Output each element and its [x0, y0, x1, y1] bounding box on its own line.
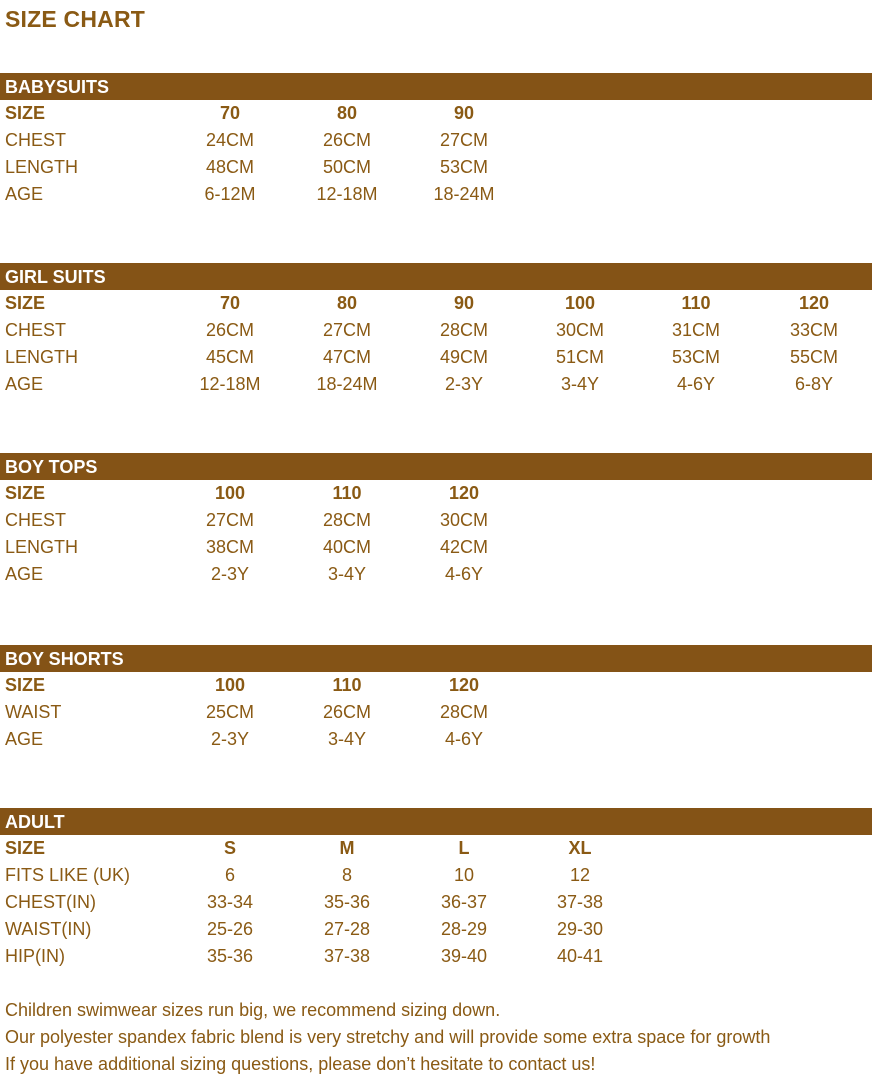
row-label: SIZE [5, 103, 46, 123]
cell-value: 26CM [205, 320, 254, 340]
cell-value: 3-4Y [327, 729, 367, 749]
cell-value: 42CM [439, 537, 488, 557]
cell-value: 39-40 [440, 946, 488, 966]
cell-value: 26CM [322, 702, 371, 722]
size-value: 110 [332, 675, 362, 695]
table-row [0, 726, 872, 753]
row-label: CHEST [5, 320, 67, 340]
row-label: CHEST(IN) [5, 892, 96, 912]
cell-value: 36-37 [440, 892, 488, 912]
size-value: 120 [448, 675, 480, 695]
cell-value: 35-36 [323, 892, 371, 912]
cell-value: 6-8Y [794, 374, 834, 394]
size-header-row [0, 835, 872, 862]
cell-value: 2-3Y [444, 374, 484, 394]
row-label: WAIST [5, 702, 62, 722]
row-label: FITS LIKE (UK) [5, 865, 131, 885]
section-adult [0, 808, 872, 970]
cell-value: 28CM [322, 510, 371, 530]
cell-value: 12 [569, 865, 591, 885]
cell-value: 27-28 [323, 919, 371, 939]
size-value: M [339, 838, 355, 858]
row-label: SIZE [5, 675, 46, 695]
size-value: 120 [448, 483, 480, 503]
size-value: 80 [336, 293, 358, 313]
cell-value: 2-3Y [210, 729, 250, 749]
table-row [0, 127, 872, 154]
row-label: AGE [5, 374, 44, 394]
cell-value: 37-38 [556, 892, 604, 912]
cell-value: 26CM [322, 130, 371, 150]
cell-value: 29-30 [556, 919, 604, 939]
section-header: BOY SHORTS [0, 645, 872, 672]
size-value: 110 [332, 483, 362, 503]
cell-value: 3-4Y [327, 564, 367, 584]
cell-value: 30CM [555, 320, 604, 340]
cell-value: 48CM [205, 157, 254, 177]
cell-value: 38CM [205, 537, 254, 557]
section-header: BABYSUITS [0, 73, 872, 100]
size-value: XL [568, 838, 592, 858]
row-label: AGE [5, 729, 44, 749]
cell-value: 25CM [205, 702, 254, 722]
cell-value: 27CM [205, 510, 254, 530]
cell-value: 12-18M [199, 374, 261, 394]
section-girl-suits [0, 263, 872, 398]
cell-value: 24CM [205, 130, 254, 150]
size-value: 90 [453, 293, 475, 313]
section-header: ADULT [0, 808, 872, 835]
table-row [0, 943, 872, 970]
cell-value: 40-41 [556, 946, 604, 966]
table-row [0, 344, 872, 371]
cell-value: 12-18M [316, 184, 378, 204]
size-value: 80 [336, 103, 358, 123]
row-label: SIZE [5, 838, 46, 858]
cell-value: 31CM [671, 320, 720, 340]
row-label: CHEST [5, 130, 67, 150]
size-value: 70 [219, 103, 241, 123]
cell-value: 50CM [322, 157, 371, 177]
section-header: BOY TOPS [0, 453, 872, 480]
table-row [0, 534, 872, 561]
row-label: HIP(IN) [5, 946, 65, 966]
row-label: SIZE [5, 293, 46, 313]
size-value: 100 [214, 675, 246, 695]
cell-value: 4-6Y [444, 564, 484, 584]
cell-value: 45CM [205, 347, 254, 367]
cell-value: 4-6Y [444, 729, 484, 749]
cell-value: 55CM [789, 347, 838, 367]
row-label: LENGTH [5, 537, 79, 557]
cell-value: 51CM [555, 347, 604, 367]
section-boy-tops [0, 453, 872, 588]
table-row [0, 561, 872, 588]
section-header: GIRL SUITS [0, 263, 872, 290]
note-line: Our polyester spandex fabric blend is very stretchy and will provide some extra space for growth [5, 1027, 771, 1047]
cell-value: 8 [341, 865, 352, 885]
size-header-row [0, 672, 872, 699]
cell-value: 35-36 [206, 946, 254, 966]
cell-value: 28CM [439, 702, 488, 722]
cell-value: 47CM [322, 347, 371, 367]
cell-value: 6-12M [204, 184, 256, 204]
table-row [0, 181, 872, 208]
cell-value: 10 [453, 865, 475, 885]
row-label: AGE [5, 564, 44, 584]
row-label: AGE [5, 184, 44, 204]
cell-value: 33CM [789, 320, 838, 340]
cell-value: 28-29 [440, 919, 488, 939]
note-line: Children swimwear sizes run big, we recommend sizing down. [5, 1000, 501, 1020]
note-line: If you have additional sizing questions, please don’t hesitate to contact us! [5, 1054, 596, 1074]
cell-value: 27CM [322, 320, 371, 340]
cell-value: 49CM [439, 347, 488, 367]
section-boy-shorts [0, 645, 872, 753]
size-value: 120 [798, 293, 830, 313]
table-row [0, 699, 872, 726]
size-value: 70 [219, 293, 241, 313]
row-label: LENGTH [5, 347, 79, 367]
sizing-notes [5, 997, 770, 1078]
cell-value: 4-6Y [676, 374, 716, 394]
cell-value: 37-38 [323, 946, 371, 966]
page-title: SIZE CHART [5, 6, 145, 32]
row-label: WAIST(IN) [5, 919, 92, 939]
size-header-row [0, 100, 872, 127]
size-value: 90 [453, 103, 475, 123]
row-label: SIZE [5, 483, 46, 503]
table-row [0, 916, 872, 943]
cell-value: 3-4Y [560, 374, 600, 394]
size-value: L [458, 838, 470, 858]
table-row [0, 862, 872, 889]
size-value: S [223, 838, 236, 858]
size-value: 100 [214, 483, 246, 503]
cell-value: 25-26 [206, 919, 254, 939]
cell-value: 40CM [322, 537, 371, 557]
table-row [0, 154, 872, 181]
cell-value: 28CM [439, 320, 488, 340]
cell-value: 53CM [671, 347, 720, 367]
table-row [0, 889, 872, 916]
cell-value: 18-24M [316, 374, 378, 394]
size-header-row [0, 290, 872, 317]
size-value: 110 [681, 293, 711, 313]
section-babysuits [0, 73, 872, 208]
cell-value: 53CM [439, 157, 488, 177]
size-value: 100 [564, 293, 596, 313]
cell-value: 30CM [439, 510, 488, 530]
table-row [0, 371, 872, 398]
table-row [0, 317, 872, 344]
size-header-row [0, 480, 872, 507]
cell-value: 2-3Y [210, 564, 250, 584]
cell-value: 27CM [439, 130, 488, 150]
cell-value: 6 [224, 865, 235, 885]
row-label: CHEST [5, 510, 67, 530]
row-label: LENGTH [5, 157, 79, 177]
cell-value: 18-24M [433, 184, 495, 204]
table-row [0, 507, 872, 534]
cell-value: 33-34 [206, 892, 254, 912]
